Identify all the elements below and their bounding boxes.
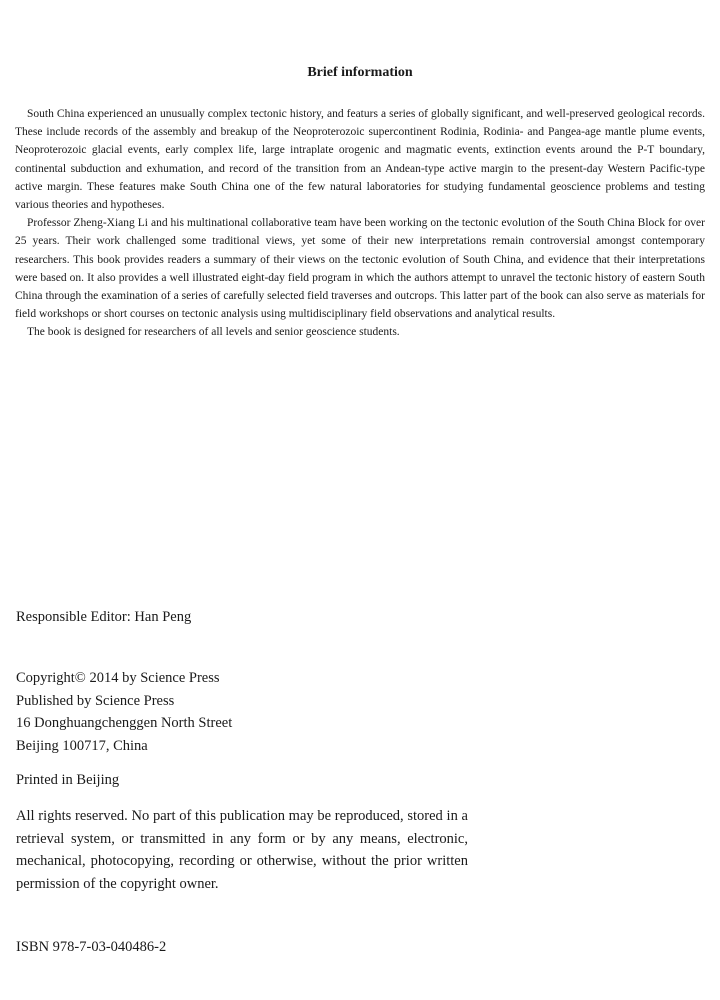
brief-paragraph: The book is designed for researchers of all levels and senior geoscience students. bbox=[27, 326, 400, 339]
page-title: Brief information bbox=[307, 65, 413, 80]
city-line: Beijing 100717, China bbox=[16, 737, 148, 754]
publisher-line: Published by Science Press bbox=[16, 692, 175, 709]
brief-paragraph: Professor Zheng-Xiang Li and his multinational collaborative team have been working on the tectonic evolution of the South China Block for over 25 years. Their work challenged some traditional views, yet some of their new interpretations remain controversial amongst contemporary researchers. This book provides readers a summary of their views on the tectonic evolution of South China, and evidence that their interpretations were based on. It also provides a well illustrated eight-day field program in which the authors attempt to unravel the tectonic history of eastern South China through the examination of a series of carefully selected field traverses and outcrops. This latter part of the book can also serve as materials for field workshops or short courses on tectonic analysis using multidisciplinary field observations and analytical results. bbox=[15, 217, 705, 321]
rights-statement: All rights reserved. No part of this publication may be reproduced, stored in a retrieval system, or transmitted in any form or by any means, electronic, mechanical, photocopying, recording or otherwise, without the prior written permission of the copyright owner. bbox=[16, 808, 468, 892]
copyright-line: Copyright© 2014 by Science Press bbox=[16, 670, 220, 686]
address-line: 16 Donghuangchenggen North Street bbox=[16, 715, 233, 731]
brief-information-text bbox=[15, 105, 705, 342]
brief-paragraph: South China experienced an unusually complex tectonic history, and featurs a series of globally significant, and well-preserved geological records. These include records of the assembly and breakup of the Neoproterozoic supercontinent Rodinia, Rodinia- and Pangea-age mantle plume events, Neoproterozoic glacial events, early complex life, large intraplate orogenic and magmatic events, extinction events around the P-T boundary, continental subduction and exhumation, and record of the transition from an Andean-type active margin to the present-day Western Pacific-type active margin. These features make South China one of the few natural laboratories for studying fundamental geoscience problems and testing various theories and hypotheses. bbox=[15, 108, 705, 212]
copyright-block bbox=[16, 667, 232, 757]
responsible-editor: Responsible Editor: Han Peng bbox=[16, 609, 192, 625]
isbn: ISBN 978-7-03-040486-2 bbox=[16, 939, 167, 955]
printed-in: Printed in Beijing bbox=[16, 772, 120, 788]
